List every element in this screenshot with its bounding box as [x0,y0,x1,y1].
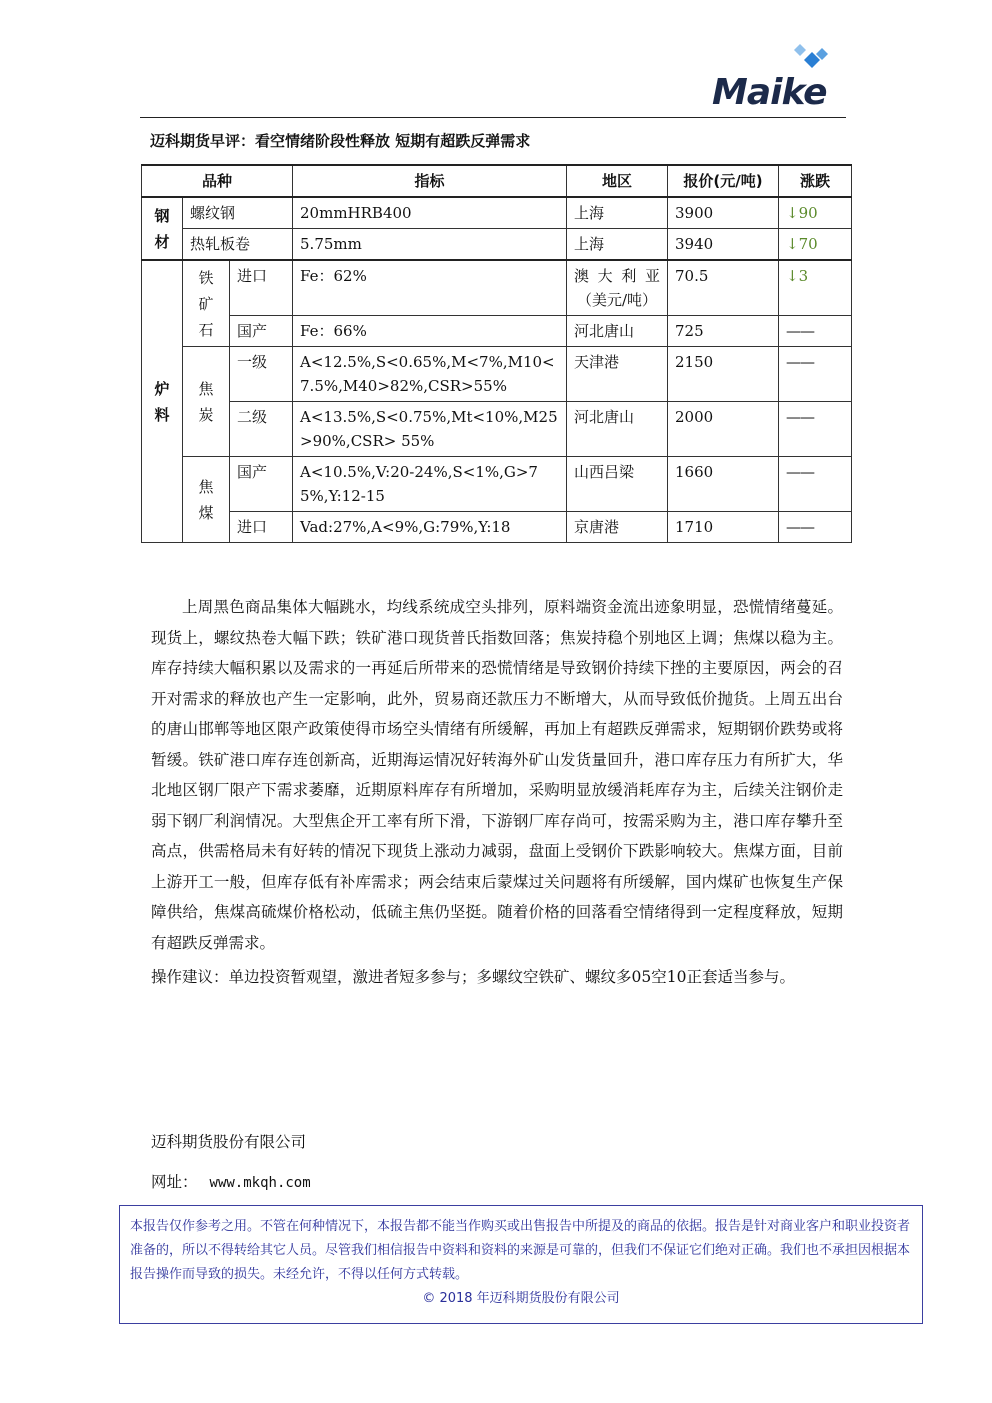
table-header-row [142,165,852,197]
website-line [151,1170,311,1192]
region-cell: 京唐港 [567,512,668,543]
disclaimer-text: 本报告仅作参考之用。不管在何种情况下，本报告都不能当作购买或出售报告中所提及的商品的依据。报告是针对商业客户和职业投资者准备的，所以不得转给其它人员。尽管我们相信报告中资料和资料的来源是可靠的，但我们不保证它们绝对正确。我们也不承担因根据本报告操作而导致的损失。未经允许，不得以任何方式转载。 [130,1219,911,1282]
product-name: 螺纹钢 [183,197,293,229]
col-header-spec: 指标 [293,165,567,197]
region-cell: 上海 [567,197,668,229]
change-cell: —— [779,402,852,457]
sub-label-coke: 焦 炭 [183,347,230,457]
spec-cell: Fe：66% [293,316,567,347]
website-link[interactable]: www.mkqh.com [209,1175,311,1191]
change-cell: —— [779,512,852,543]
spec-cell: 20mmHRB400 [293,197,567,229]
group-label-steel: 钢 材 [142,197,183,260]
change-cell: —— [779,347,852,402]
col-header-price: 报价(元/吨) [668,165,779,197]
price-cell: 3940 [668,229,779,261]
origin-cell: 国产 [230,457,293,512]
origin-cell: 一级 [230,347,293,402]
header-rule [140,117,846,118]
logo-text: Maike [712,72,827,113]
origin-cell: 进口 [230,260,293,316]
region-cell: 天津港 [567,347,668,402]
commentary-paragraph: 上周黑色商品集体大幅跳水，均线系统成空头排列，原料端资金流出迹象明显，恐慌情绪蔓延。现货上，螺纹热卷大幅下跌；铁矿港口现货普氏指数回落；焦炭持稳个别地区上调；焦煤以稳为主。库存持续大幅积累以及需求的一再延后所带来的恐慌情绪是导致钢价持续下挫的主要原因，两会的召开对需求的释放也产生一定影响，此外，贸易商还款压力不断增大，从而导致低价抛货。上周五出台的唐山邯郸等地区限产政策使得市场空头情绪有所缓解，再加上有超跌反弹需求，短期钢价跌势或将暂缓。铁矿港口库存连创新高，近期海运情况好转海外矿山发货量回升，港口库存压力有所扩大，华北地区钢厂限产下需求萎靡，近期原料库存有所增加，采购明显放缓消耗库存为主，后续关注钢价走弱下钢厂利润情况。大型焦企开工率有所下滑，下游钢厂库存尚可，按需采购为主，港口库存攀升至高点，供需格局未有好转的情况下现货上涨动力减弱，盘面上受钢价下跌影响较大。焦煤方面，目前上游开工一般，但库存低有补库需求；两会结束后蒙煤过关问题将有所缓解，国内煤矿也恢复生产保障供给，焦煤高硫煤价格松动，低硫主焦仍坚挺。随着价格的回落看空情绪得到一定程度释放，短期有超跌反弹需求。 [151,598,843,952]
spec-cell: Fe：62% [293,260,567,316]
price-cell: 70.5 [668,260,779,316]
change-cell: —— [779,457,852,512]
table-row [142,347,852,402]
spec-cell: Vad:27%,A<9%,G:79%,Y:18 [293,512,567,543]
spec-cell: A<12.5%,S<0.65%,M<7%,M10<7.5%,M40>82%,CSR>55% [293,347,567,402]
col-header-change: 涨跌 [779,165,852,197]
region-cell: 河北唐山 [567,316,668,347]
price-table [141,164,852,543]
copyright-notice: © 2018 年迈科期货股份有限公司 [422,1291,620,1306]
spec-cell: A<13.5%,S<0.75%,Mt<10%,M25>90%,CSR> 55% [293,402,567,457]
price-cell: 3900 [668,197,779,229]
table-row [142,457,852,512]
table-row [142,512,852,543]
region-cell: 河北唐山 [567,402,668,457]
trading-advice: 操作建议：单边投资暂观望，激进者短多参与；多螺纹空铁矿、螺纹多05空10正套适当参与。 [151,968,795,986]
commentary-body [151,592,843,993]
change-cell: ↓70 [779,229,852,261]
origin-cell: 进口 [230,512,293,543]
company-logo [712,42,848,118]
website-label: 网址： [151,1173,198,1191]
price-cell: 725 [668,316,779,347]
col-header-variety: 品种 [142,165,293,197]
change-cell: ↓90 [779,197,852,229]
price-cell: 1710 [668,512,779,543]
origin-cell: 国产 [230,316,293,347]
price-cell: 1660 [668,457,779,512]
table-row [142,316,852,347]
sub-label-iron-ore: 铁 矿 石 [183,260,230,347]
product-name: 热轧板卷 [183,229,293,261]
origin-cell: 二级 [230,402,293,457]
table-row [142,197,852,229]
price-cell: 2150 [668,347,779,402]
col-header-region: 地区 [567,165,668,197]
change-cell: ↓3 [779,260,852,316]
company-name: 迈科期货股份有限公司 [151,1133,307,1151]
region-unit-note: （美元/吨） [576,291,658,309]
group-label-furnace: 炉 料 [142,260,183,543]
change-cell: —— [779,316,852,347]
region-cell: 山西吕梁 [567,457,668,512]
table-row [142,229,852,261]
spec-cell: 5.75mm [293,229,567,261]
region-cell [567,260,668,316]
sub-label-coking-coal: 焦 煤 [183,457,230,543]
spec-cell: A<10.5%,V:20-24%,S<1%,G>75%,Y:12-15 [293,457,567,512]
table-row [142,402,852,457]
document-title: 迈科期货早评：看空情绪阶段性释放 短期有超跌反弹需求 [150,132,531,150]
price-cell: 2000 [668,402,779,457]
table-row [142,260,852,316]
region-cell: 上海 [567,229,668,261]
region-name: 澳大利亚 [574,267,661,285]
disclaimer-box [119,1205,923,1324]
